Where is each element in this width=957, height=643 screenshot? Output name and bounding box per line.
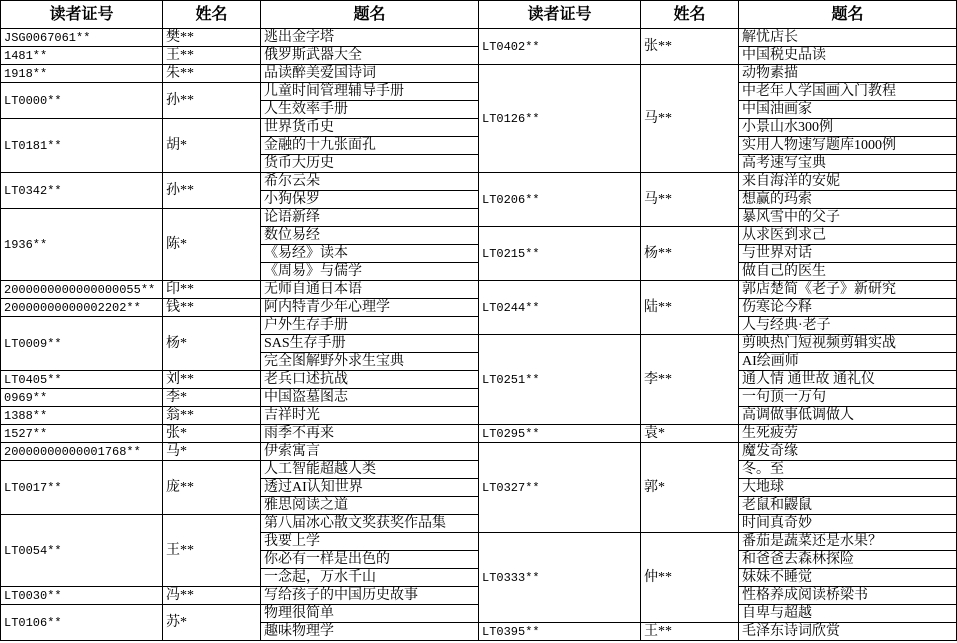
book-title-cell: 小景山水300例 (739, 119, 957, 137)
book-title-cell: 《周易》与儒学 (261, 263, 479, 281)
reader-name-cell: 翁** (163, 407, 261, 425)
book-title-cell: 我要上学 (261, 533, 479, 551)
book-title-cell: 自卑与超越 (739, 605, 957, 623)
book-title-cell: 货币大历史 (261, 155, 479, 173)
book-title-cell: 动物素描 (739, 65, 957, 83)
book-title-cell: 完全图解野外求生宝典 (261, 353, 479, 371)
reader-name-cell: 印** (163, 281, 261, 299)
reader-id-cell: LT0333** (479, 533, 641, 623)
reader-id-cell: LT0181** (1, 119, 163, 173)
reader-id-cell: LT0402** (479, 29, 641, 65)
book-title-cell: 妹妹不睡觉 (739, 569, 957, 587)
book-title-cell: 儿童时间管理辅导手册 (261, 83, 479, 101)
book-title-cell: 与世界对话 (739, 245, 957, 263)
reader-id-cell: LT0206** (479, 173, 641, 227)
reader-id-cell: 1388** (1, 407, 163, 425)
reader-id-cell: LT0017** (1, 461, 163, 515)
book-title-cell: 剪映热门短视频剪辑实战 (739, 335, 957, 353)
book-title-cell: 希尔云朵 (261, 173, 479, 191)
book-title-cell: 中老年人学国画入门教程 (739, 83, 957, 101)
table-body (1, 29, 957, 641)
book-title-cell: 时间真奇妙 (739, 515, 957, 533)
table-row (1, 425, 957, 443)
reader-name-cell: 郭* (641, 443, 739, 533)
header-name-left: 姓名 (163, 1, 261, 29)
book-title-cell: 高调做事低调做人 (739, 407, 957, 425)
reader-id-cell: 2000000000000000055** (1, 281, 163, 299)
book-title-cell: 来自海洋的安妮 (739, 173, 957, 191)
header-title-right: 题名 (739, 1, 957, 29)
book-title-cell: 品读醉美爱国诗词 (261, 65, 479, 83)
reader-id-cell: LT0251** (479, 335, 641, 425)
reader-id-cell: LT0106** (1, 605, 163, 641)
book-title-cell: 《易经》读本 (261, 245, 479, 263)
table-row (1, 65, 957, 83)
book-title-cell: 阿内特青少年心理学 (261, 299, 479, 317)
reader-name-cell: 张* (163, 425, 261, 443)
reader-name-cell: 刘** (163, 371, 261, 389)
book-title-cell: 伤寒论今释 (739, 299, 957, 317)
reader-name-cell: 马* (163, 443, 261, 461)
reader-name-cell: 朱** (163, 65, 261, 83)
book-title-cell: 实用人物速写题库1000例 (739, 137, 957, 155)
book-title-cell: 你必有一样是出色的 (261, 551, 479, 569)
book-title-cell: 郭店楚简《老子》新研究 (739, 281, 957, 299)
header-row (1, 1, 957, 29)
header-reader-id-left: 读者证号 (1, 1, 163, 29)
book-title-cell: 小狗保罗 (261, 191, 479, 209)
reader-id-cell: LT0295** (479, 425, 641, 443)
book-title-cell: 俄罗斯武器大全 (261, 47, 479, 65)
book-title-cell: 人与经典·老子 (739, 317, 957, 335)
book-title-cell: 暴风雪中的父子 (739, 209, 957, 227)
reader-name-cell: 马** (641, 65, 739, 173)
reader-id-cell: LT0030** (1, 587, 163, 605)
book-title-cell: 通人情 通世故 通礼仪 (739, 371, 957, 389)
reader-id-cell: 0969** (1, 389, 163, 407)
reader-id-cell: 1918** (1, 65, 163, 83)
reader-id-cell: 20000000000002202** (1, 299, 163, 317)
reader-name-cell: 张** (641, 29, 739, 65)
reader-name-cell: 冯** (163, 587, 261, 605)
book-title-cell: 大地球 (739, 479, 957, 497)
book-title-cell: 逃出金字塔 (261, 29, 479, 47)
header-title-left: 题名 (261, 1, 479, 29)
book-title-cell: 毛泽东诗词欣赏 (739, 623, 957, 641)
reader-id-cell: LT0405** (1, 371, 163, 389)
reader-id-cell: 1936** (1, 209, 163, 281)
book-title-cell: 番茄是蔬菜还是水果？ (739, 533, 957, 551)
table-row (1, 281, 957, 299)
reader-name-cell: 李* (163, 389, 261, 407)
reader-name-cell: 钱** (163, 299, 261, 317)
book-title-cell: 物理很简单 (261, 605, 479, 623)
book-title-cell: 老鼠和鼹鼠 (739, 497, 957, 515)
reader-id-cell: 1481** (1, 47, 163, 65)
table-header (1, 1, 957, 29)
reader-name-cell: 胡* (163, 119, 261, 173)
reader-name-cell: 杨** (641, 227, 739, 281)
reader-name-cell: 樊** (163, 29, 261, 47)
book-title-cell: 中国盗墓图志 (261, 389, 479, 407)
header-name-right: 姓名 (641, 1, 739, 29)
book-title-cell: 老兵口述抗战 (261, 371, 479, 389)
reader-name-cell: 王** (163, 47, 261, 65)
book-title-cell: 雅思阅读之道 (261, 497, 479, 515)
reader-id-cell: LT0054** (1, 515, 163, 587)
reader-name-cell: 李** (641, 335, 739, 425)
book-title-cell: 想赢的玛索 (739, 191, 957, 209)
reader-id-cell: LT0000** (1, 83, 163, 119)
table-row (1, 29, 957, 47)
book-title-cell: 雨季不再来 (261, 425, 479, 443)
reader-name-cell: 孙** (163, 83, 261, 119)
book-title-cell: 无师自通日本语 (261, 281, 479, 299)
book-title-cell: 一句顶一万句 (739, 389, 957, 407)
reader-id-cell: LT0009** (1, 317, 163, 371)
book-title-cell: 金融的十九张面孔 (261, 137, 479, 155)
book-title-cell: 和爸爸去森林探险 (739, 551, 957, 569)
book-title-cell: AI绘画师 (739, 353, 957, 371)
reader-name-cell: 杨* (163, 317, 261, 371)
reader-id-cell: LT0126** (479, 65, 641, 173)
book-title-cell: 性格养成阅读桥梁书 (739, 587, 957, 605)
reader-id-cell: LT0395** (479, 623, 641, 641)
reader-name-cell: 仲** (641, 533, 739, 623)
book-title-cell: SAS生存手册 (261, 335, 479, 353)
book-title-cell: 中国税史品读 (739, 47, 957, 65)
reader-id-cell: LT0244** (479, 281, 641, 335)
book-title-cell: 从求医到求己 (739, 227, 957, 245)
reader-name-cell: 苏* (163, 605, 261, 641)
book-title-cell: 第八届冰心散文奖获奖作品集 (261, 515, 479, 533)
table-row (1, 443, 957, 461)
book-title-cell: 中国油画家 (739, 101, 957, 119)
reader-name-cell: 王** (163, 515, 261, 587)
reader-id-cell: LT0327** (479, 443, 641, 533)
book-title-cell: 趣味物理学 (261, 623, 479, 641)
book-title-cell: 一念起，万水千山 (261, 569, 479, 587)
reader-name-cell: 庞** (163, 461, 261, 515)
book-title-cell: 人生效率手册 (261, 101, 479, 119)
book-title-cell: 户外生存手册 (261, 317, 479, 335)
reader-name-cell: 孙** (163, 173, 261, 209)
book-title-cell: 透过AI认知世界 (261, 479, 479, 497)
reader-id-cell: 20000000000001768** (1, 443, 163, 461)
book-title-cell: 生死疲劳 (739, 425, 957, 443)
reader-name-cell: 陈* (163, 209, 261, 281)
reader-id-cell: LT0215** (479, 227, 641, 281)
reader-id-cell: JSG0067061** (1, 29, 163, 47)
book-title-cell: 魔发奇缘 (739, 443, 957, 461)
table-row (1, 173, 957, 191)
book-title-cell: 写给孩子的中国历史故事 (261, 587, 479, 605)
reader-id-cell: LT0342** (1, 173, 163, 209)
reader-name-cell: 王** (641, 623, 739, 641)
book-title-cell: 伊索寓言 (261, 443, 479, 461)
book-title-cell: 高考速写宝典 (739, 155, 957, 173)
book-title-cell: 冬。至 (739, 461, 957, 479)
book-title-cell: 论语新绎 (261, 209, 479, 227)
book-title-cell: 做自己的医生 (739, 263, 957, 281)
header-reader-id-right: 读者证号 (479, 1, 641, 29)
book-title-cell: 吉祥时光 (261, 407, 479, 425)
reader-name-cell: 袁* (641, 425, 739, 443)
book-title-cell: 人工智能超越人类 (261, 461, 479, 479)
reader-name-cell: 马** (641, 173, 739, 227)
reader-name-cell: 陆** (641, 281, 739, 335)
book-title-cell: 解忧店长 (739, 29, 957, 47)
book-title-cell: 数位易经 (261, 227, 479, 245)
reader-id-cell: 1527** (1, 425, 163, 443)
book-title-cell: 世界货币史 (261, 119, 479, 137)
